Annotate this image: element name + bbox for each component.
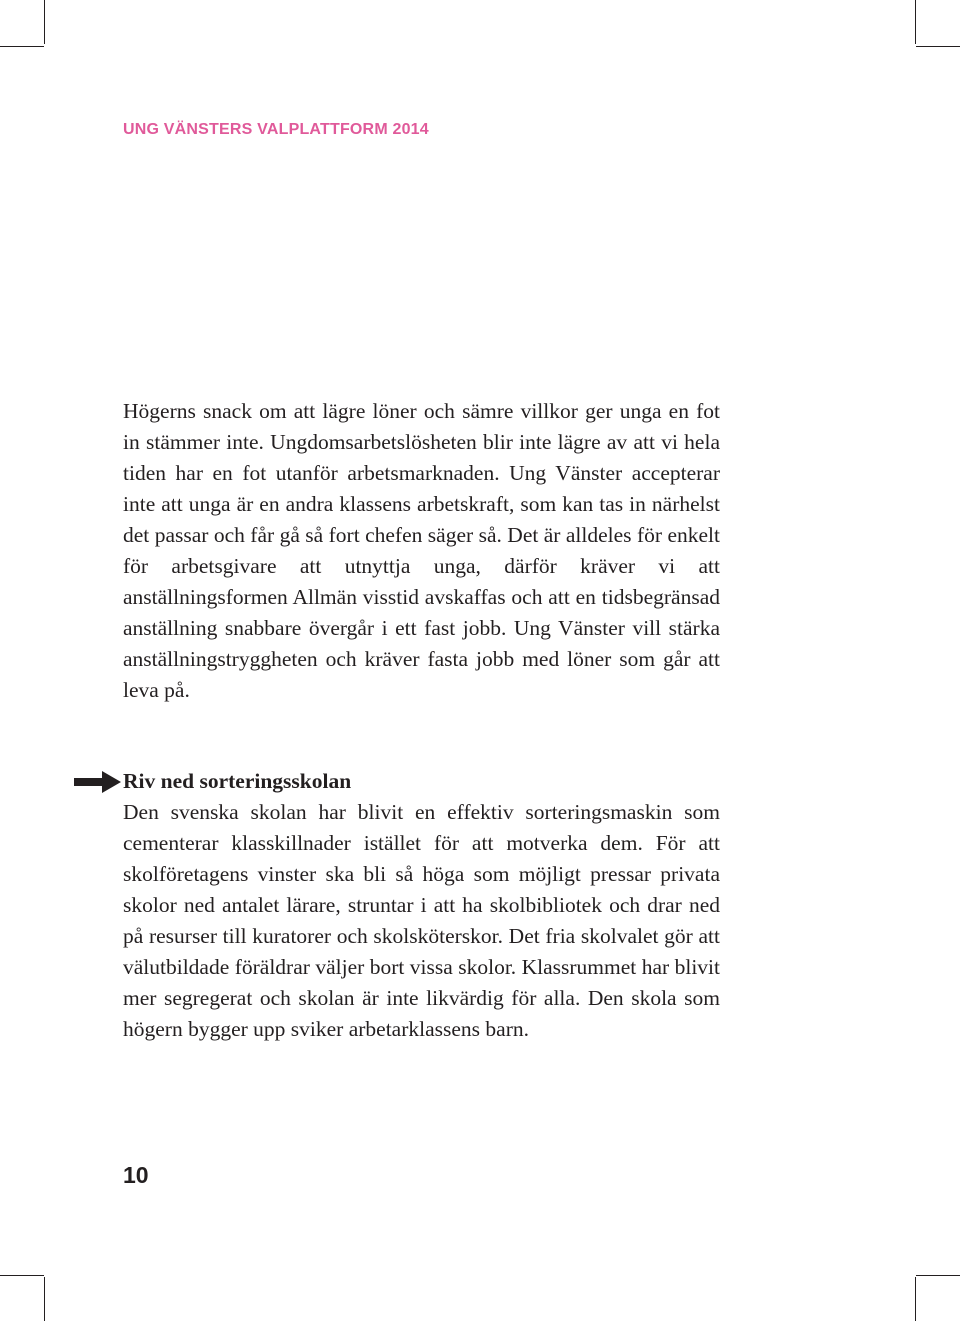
running-header: UNG VÄNSTERS VALPLATTFORM 2014 bbox=[123, 121, 429, 138]
section-heading: Riv ned sorteringsskolan bbox=[123, 769, 352, 793]
body-paragraph: Högerns snack om att lägre löner och sämre villkor ger unga en fot in stämmer inte. Ungdomsarbetslösheten blir inte lägre av att vi hela tiden har en fot utanför arbetsmarknaden. Ung Vänster accepterar inte att unga är en andra klassens arbetskraft, som kan tas in närhelst det passar och får gå så fort chefen säger så. Det är alldeles för enkelt för arbetsgivare att utnyttja unga, därför kräver vi att anställningsformen Allmän visstid avskaffas och att en tidsbegränsad anställning snabbare övergår i ett fast jobb. Ung Vänster vill stärka anställningstryggheten och kräver fasta jobb med löner som går att leva på. bbox=[123, 399, 720, 702]
crop-mark bbox=[0, 46, 44, 47]
crop-mark bbox=[915, 1277, 916, 1321]
page-number: 10 bbox=[123, 1162, 149, 1188]
crop-mark bbox=[44, 0, 45, 44]
body-paragraph: Den svenska skolan har blivit en effektiv sorteringsmaskin som cementerar klasskillnader istället för att motverka dem. För att skolföretagens vinster ska bli så höga som möjligt pressar privata skolor ned antalet lärare, struntar i att ha skolbibliotek och drar ned på resurser till kuratorer och skolsköterskor. Det fria skolvalet gör att välutbildade föräldrar väljer bort vissa skolor. Klassrummet har blivit mer segregerat och skolan är inte likvärdig för alla. Den skola som högern bygger upp sviker arbetarklassens barn. bbox=[123, 800, 720, 1041]
crop-mark bbox=[916, 1275, 960, 1276]
crop-mark bbox=[44, 1277, 45, 1321]
crop-mark bbox=[915, 0, 916, 44]
crop-mark bbox=[916, 46, 960, 47]
arrow-right-icon bbox=[74, 769, 122, 795]
crop-mark bbox=[0, 1275, 44, 1276]
